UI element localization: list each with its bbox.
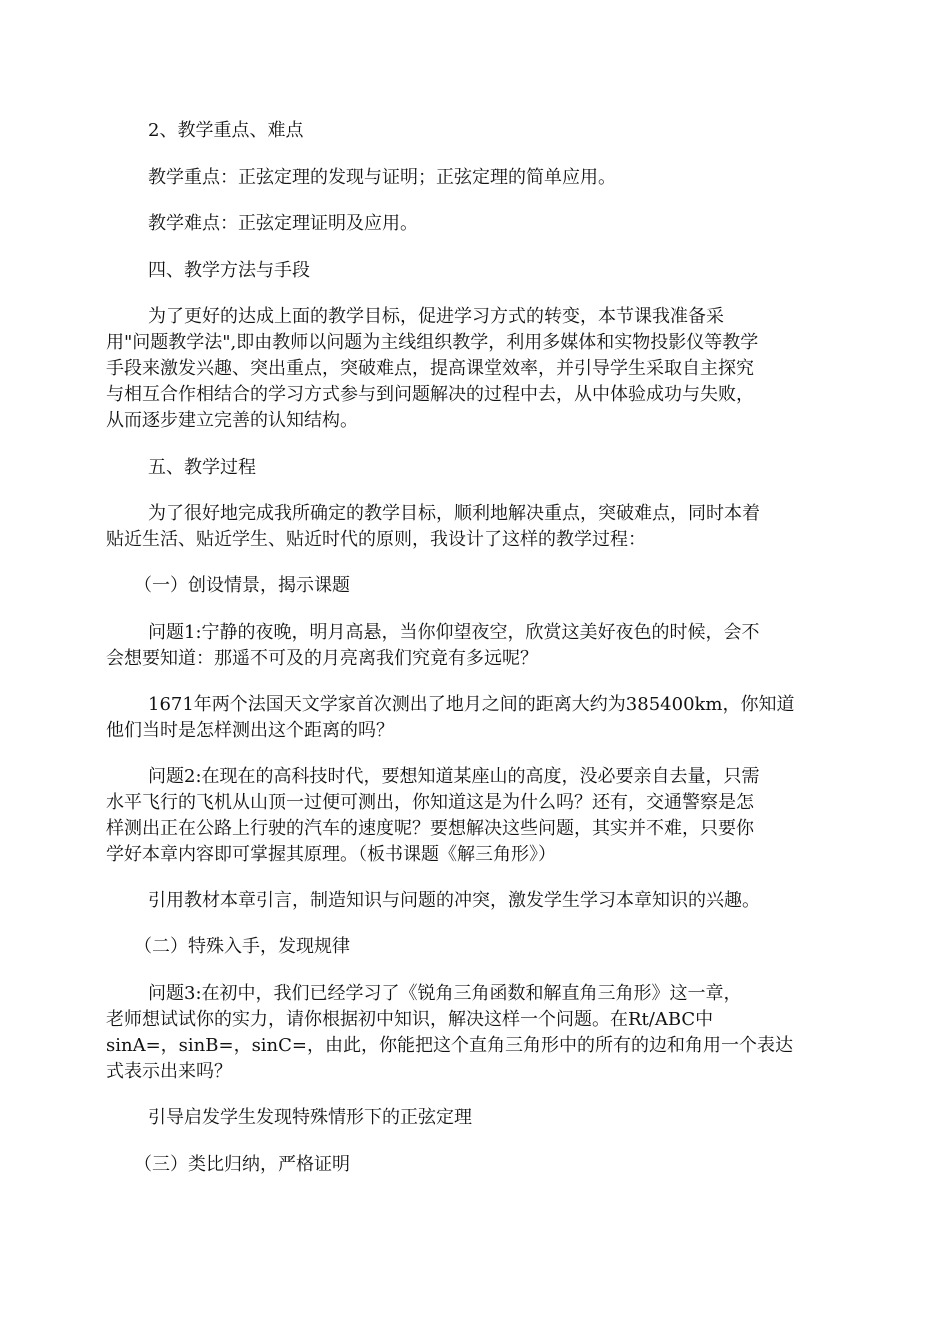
paragraph-textbook-intro: 引用教材本章引言，制造知识与问题的冲突，激发学生学习本章知识的兴趣。 (148, 890, 760, 911)
question-1-line-1: 问题1:宁静的夜晚，明月高悬，当你仰望夜空，欣赏这美好夜色的时候，会不 (148, 622, 760, 643)
paragraph-methods-line-5: 从而逐步建立完善的认知结构。 (106, 410, 358, 431)
heading-process: 五、教学过程 (148, 457, 256, 478)
subheading-section-2: （二）特殊入手，发现规律 (134, 936, 350, 957)
paragraph-methods-line-4: 与相互合作相结合的学习方式参与到问题解决的过程中去，从中体验成功与失败， (106, 384, 754, 405)
paragraph-difficult-point: 教学难点：正弦定理证明及应用。 (148, 213, 418, 234)
paragraph-methods-line-2: 用"问题教学法",即由教师以问题为主线组织教学，利用多媒体和实物投影仪等教学 (106, 332, 759, 353)
question-2-line-2: 水平飞行的飞机从山顶一过便可测出，你知道这是为什么吗？还有，交通警察是怎 (106, 792, 754, 813)
paragraph-guide-discovery: 引导启发学生发现特殊情形下的正弦定理 (148, 1107, 472, 1128)
subheading-section-3: （三）类比归纳，严格证明 (134, 1154, 350, 1175)
heading-methods: 四、教学方法与手段 (148, 260, 310, 281)
paragraph-process-line-2: 贴近生活、贴近学生、贴近时代的原则，我设计了这样的教学过程： (106, 529, 646, 550)
paragraph-1671-line-1: 1671年两个法国天文学家首次测出了地月之间的距离大约为385400km，你知道 (148, 694, 795, 715)
paragraph-methods-line-1: 为了更好的达成上面的教学目标，促进学习方式的转变，本节课我准备采 (148, 306, 724, 327)
question-2-line-1: 问题2:在现在的高科技时代，要想知道某座山的高度，没必要亲自去量，只需 (148, 766, 760, 787)
paragraph-1671-line-2: 他们当时是怎样测出这个距离的吗？ (106, 720, 394, 741)
paragraph-process-line-1: 为了很好地完成我所确定的教学目标，顺利地解决重点，突破难点，同时本着 (148, 503, 760, 524)
question-3-line-3: sinA=，sinB=，sinC=，由此，你能把这个直角三角形中的所有的边和角用一个表达 (106, 1035, 794, 1056)
question-3-line-2: 老师想试试你的实力，请你根据初中知识，解决这样一个问题。在Rt/ABC中 (106, 1009, 714, 1030)
paragraph-methods-line-3: 手段来激发兴趣、突出重点，突破难点，提高课堂效率，并引导学生采取自主探究 (106, 358, 754, 379)
question-3-line-4: 式表示出来吗？ (106, 1061, 232, 1082)
subheading-section-1: （一）创设情景，揭示课题 (134, 575, 350, 596)
heading-key-points: 2、教学重点、难点 (148, 120, 304, 141)
question-2-line-3: 样测出正在公路上行驶的汽车的速度呢？要想解决这些问题，其实并不难，只要你 (106, 818, 754, 839)
paragraph-key-point: 教学重点：正弦定理的发现与证明；正弦定理的简单应用。 (148, 167, 616, 188)
question-2-line-4: 学好本章内容即可掌握其原理。（板书课题《解三角形》） (106, 844, 556, 865)
question-1-line-2: 会想要知道：那遥不可及的月亮离我们究竟有多远呢？ (106, 648, 538, 669)
question-3-line-1: 问题3:在初中，我们已经学习了《锐角三角函数和解直角三角形》这一章， (148, 983, 742, 1004)
